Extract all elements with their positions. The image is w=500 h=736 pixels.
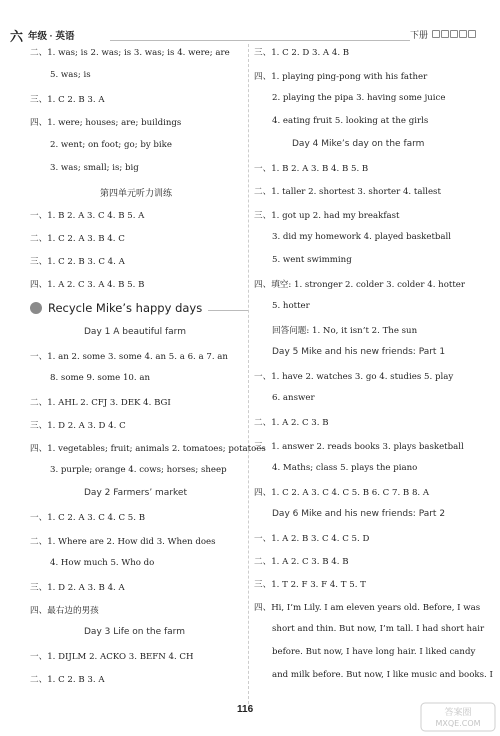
answer-line: 8. some 9. some 10. an — [50, 373, 151, 383]
answer-line: 一、1. have 2. watches 3. go 4. studies 5. play — [254, 372, 454, 382]
answer-line: 四、最右边的男孩 — [30, 606, 99, 616]
answer-line: 四、1. A 2. C 3. A 4. B 5. B — [30, 280, 145, 290]
section-title: 第四单元听力训练 — [100, 189, 173, 199]
answer-line: 3. purple; orange 4. cows; horses; sheep — [50, 465, 227, 475]
answer-line: 4. How much 5. Who do — [50, 558, 155, 568]
answer-line: 四、1. were; houses; are; buildings — [30, 118, 182, 128]
watermark-cn: 答案圈 — [444, 708, 472, 718]
day-title: Day 2 Farmers’ market — [84, 488, 187, 498]
answer-line: short and thin. But now, I’m tall. I had short hair — [272, 624, 485, 634]
answer-line: 三、1. T 2. F 3. F 4. T 5. T — [254, 580, 366, 590]
answer-line: before. But now, I have long hair. I liked candy — [272, 647, 476, 657]
answer-line: 四、填空: 1. stronger 2. colder 3. colder 4. hotter — [254, 280, 465, 290]
answer-line: 四、1. playing ping-pong with his father — [254, 72, 428, 82]
answer-line: 一、1. A 2. B 3. C 4. C 5. D — [254, 534, 370, 544]
answer-line: 二、1. taller 2. shortest 3. shorter 4. tallest — [254, 187, 441, 197]
answer-line: 二、1. was; is 2. was; is 3. was; is 4. were; are — [30, 48, 230, 58]
grade-badge: 六 — [10, 29, 24, 44]
answer-line: 一、1. C 2. A 3. C 4. C 5. B — [30, 513, 146, 523]
answer-line: 三、1. C 2. B 3. A — [30, 95, 105, 105]
answer-line: 三、1. D 2. A 3. D 4. C — [30, 421, 126, 431]
answer-line: 二、1. A 2. C 3. B 4. B — [254, 557, 349, 567]
answer-line: 4. Maths; class 5. plays the piano — [272, 463, 418, 473]
answer-line: 三、1. C 2. D 3. A 4. B — [254, 48, 350, 58]
watermark-en: MXQE.COM — [435, 719, 481, 728]
day-title: Day 1 A beautiful farm — [84, 327, 186, 337]
answer-line: 三、1. answer 2. reads books 3. plays basketball — [254, 442, 464, 452]
answer-line: 一、1. B 2. A 3. B 4. B 5. B — [254, 164, 369, 174]
answer-line: 一、1. DIJLM 2. ACKO 3. BEFN 4. CH — [30, 652, 194, 662]
answer-line: 四、1. vegetables; fruit; animals 2. tomatoes; potatoes — [30, 444, 266, 454]
page-header — [0, 0, 500, 44]
watermark-logo — [420, 702, 496, 732]
answer-line: and milk before. But now, I like music and books. I — [272, 670, 493, 680]
answer-line: 3. was; small; is; big — [50, 163, 139, 173]
answer-line: 四、1. C 2. A 3. C 4. C 5. B 6. C 7. B 8. A — [254, 488, 430, 498]
recycle-banner — [30, 300, 248, 316]
answer-line: 2. went; on foot; go; by bike — [50, 140, 172, 150]
grade-subject-label: 年级 · 英语 — [28, 31, 75, 42]
answer-line: 5. was; is — [50, 70, 91, 80]
answer-line: 三、1. C 2. B 3. C 4. A — [30, 257, 125, 267]
answer-line: 一、1. an 2. some 3. some 4. an 5. a 6. a 7. an — [30, 352, 228, 362]
banner-bullet-icon — [30, 302, 42, 314]
day-title: Day 4 Mike’s day on the farm — [292, 139, 425, 149]
answer-line: 2. playing the pipa 3. having some juice — [272, 93, 446, 103]
header-rule — [110, 40, 410, 41]
answer-line: 二、1. C 2. A 3. B 4. C — [30, 234, 125, 244]
header-decoration — [432, 30, 476, 38]
page-number: 116 — [237, 704, 254, 715]
answer-line: 二、1. C 2. B 3. A — [30, 675, 105, 685]
banner-rule — [208, 310, 248, 311]
column-divider — [248, 44, 249, 704]
day-title: Day 3 Life on the farm — [84, 627, 185, 637]
volume-label: 下册 — [410, 30, 429, 40]
answer-line: 二、1. AHL 2. CFJ 3. DEK 4. BGI — [30, 398, 171, 408]
day-title: Day 6 Mike and his new friends: Part 2 — [272, 509, 446, 519]
answer-line: 3. did my homework 4. played basketball — [272, 232, 452, 242]
day-title: Day 5 Mike and his new friends: Part 1 — [272, 347, 446, 357]
answer-line: 三、1. got up 2. had my breakfast — [254, 211, 400, 221]
answer-line: 四、Hi, I’m Lily. I am eleven years old. Before, I was — [254, 603, 481, 613]
answer-line: 6. answer — [272, 393, 315, 403]
answer-line: 5. hotter — [272, 301, 310, 311]
answer-line: 三、1. D 2. A 3. B 4. A — [30, 583, 125, 593]
answer-line: 5. went swimming — [272, 255, 352, 265]
recycle-title: Recycle Mike’s happy days — [48, 301, 203, 315]
answer-line: 回答问题: 1. No, it isn’t 2. The sun — [272, 326, 418, 336]
answer-line: 二、1. Where are 2. How did 3. When does — [30, 537, 216, 547]
answer-line: 一、1. B 2. A 3. C 4. B 5. A — [30, 211, 145, 221]
answer-line: 4. eating fruit 5. looking at the girls — [272, 116, 429, 126]
answer-line: 二、1. A 2. C 3. B — [254, 418, 329, 428]
